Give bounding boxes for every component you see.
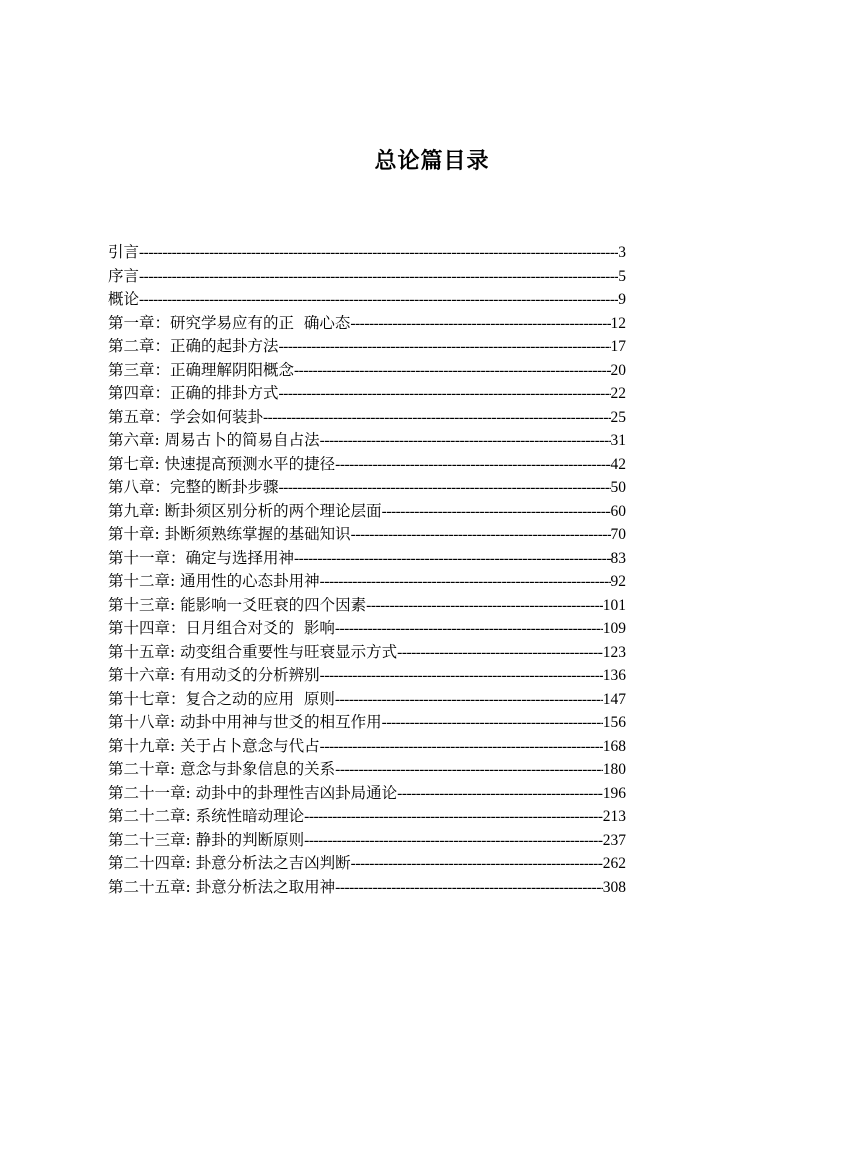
toc-entry-title: 第二十章: 意念与卦象信息的关系 (108, 760, 336, 778)
toc-entry-title: 第三章：正确理解阴阳概念 (108, 360, 295, 379)
toc-entry-page: 92 (610, 573, 626, 590)
toc-leader (351, 852, 603, 876)
toc-entry-title: 第十二章: 通用性的心态卦用神 (108, 572, 320, 590)
toc-entry-page: 101 (602, 596, 626, 614)
toc-entry[interactable] (108, 594, 626, 618)
toc-entry-title: 第二章：正确的起卦方法 (108, 337, 279, 355)
toc-entry-page: 9 (618, 291, 626, 308)
toc-entry-page: 70 (610, 526, 626, 543)
toc-entry-title: 引言 (108, 243, 140, 261)
toc-entry[interactable] (108, 265, 626, 289)
toc-entry-title: 第二十一章: 动卦中的卦理性吉凶卦局通论 (108, 783, 398, 802)
toc-leader (335, 876, 603, 900)
toc-entry-page: 308 (602, 878, 626, 896)
toc-entry-title: 第九章: 断卦须区别分析的两个理论层面 (108, 501, 382, 520)
toc-entry-page: 180 (602, 761, 626, 778)
toc-entry-page: 25 (610, 408, 626, 426)
toc-entry[interactable] (108, 359, 626, 383)
toc-entry-page: 196 (602, 784, 626, 802)
toc-entry[interactable] (108, 288, 626, 312)
toc-leader (320, 570, 611, 594)
toc-entry-page: 12 (610, 314, 626, 332)
toc-entry-title: 第十七章：复合之动的应用 原则 (108, 689, 335, 708)
toc-entry-page: 42 (610, 455, 626, 473)
toc-entry-title: 第四章：正确的排卦方式 (108, 384, 279, 402)
toc-entry-page: 237 (602, 831, 626, 849)
toc-leader (397, 641, 603, 665)
toc-leader (382, 500, 611, 524)
table-of-contents (108, 241, 626, 899)
toc-entry-page: 262 (602, 855, 626, 872)
toc-entry-page: 50 (610, 479, 626, 496)
toc-entry-page: 156 (602, 714, 626, 731)
toc-entry-title: 第六章: 周易古卜的简易自占法 (108, 431, 320, 449)
toc-entry-page: 83 (610, 549, 626, 567)
toc-leader (335, 688, 603, 712)
toc-entry-title: 第二十二章: 系统性暗动理论 (108, 807, 305, 825)
toc-leader (350, 312, 610, 336)
toc-entry-page: 20 (610, 361, 626, 379)
toc-entry-page: 109 (602, 620, 626, 637)
toc-leader (320, 664, 603, 688)
toc-leader (320, 429, 611, 453)
toc-entry[interactable] (108, 476, 626, 500)
toc-entry[interactable] (108, 335, 626, 359)
toc-entry-page: 168 (602, 737, 626, 755)
toc-entry-title: 第二十四章: 卦意分析法之吉凶判断 (108, 854, 351, 872)
toc-leader (335, 758, 603, 782)
toc-entry[interactable] (108, 735, 626, 759)
toc-entry[interactable] (108, 711, 626, 735)
toc-entry-page: 147 (602, 690, 626, 708)
toc-entry[interactable] (108, 523, 626, 547)
toc-entry[interactable] (108, 429, 626, 453)
toc-leader (263, 406, 610, 430)
toc-entry[interactable] (108, 852, 626, 876)
toc-entry[interactable] (108, 805, 626, 829)
toc-entry-page: 17 (610, 338, 626, 355)
toc-entry[interactable] (108, 312, 626, 336)
toc-entry[interactable] (108, 241, 626, 265)
toc-entry-page: 136 (602, 667, 626, 684)
toc-entry-page: 5 (618, 267, 626, 285)
toc-leader (294, 359, 610, 383)
toc-entry-title: 第十四章：日月组合对爻的 影响 (108, 619, 335, 637)
toc-leader (397, 782, 603, 806)
toc-entry-page: 22 (610, 385, 626, 402)
toc-entry[interactable] (108, 664, 626, 688)
toc-entry[interactable] (108, 782, 626, 806)
toc-entry-page: 123 (602, 643, 626, 661)
toc-entry-title: 第十章: 卦断须熟练掌握的基础知识 (108, 525, 351, 543)
toc-leader (320, 735, 603, 759)
toc-leader (279, 476, 611, 500)
toc-entry-page: 31 (610, 432, 626, 449)
toc-entry-title: 第十三章: 能影响一爻旺衰的四个因素 (108, 595, 367, 614)
toc-entry-page: 3 (618, 244, 626, 261)
toc-leader (139, 288, 618, 312)
toc-entry[interactable] (108, 876, 626, 900)
toc-entry-page: 60 (610, 502, 626, 520)
toc-leader (351, 523, 611, 547)
toc-leader (279, 335, 611, 359)
toc-entry[interactable] (108, 641, 626, 665)
toc-leader (294, 547, 610, 571)
toc-entry[interactable] (108, 382, 626, 406)
toc-entry[interactable] (108, 406, 626, 430)
toc-entry[interactable] (108, 688, 626, 712)
toc-entry-title: 第二十三章: 静卦的判断原则 (108, 830, 305, 849)
toc-leader (279, 382, 611, 406)
toc-entry[interactable] (108, 617, 626, 641)
toc-entry[interactable] (108, 570, 626, 594)
toc-leader (335, 453, 610, 477)
toc-entry[interactable] (108, 453, 626, 477)
toc-entry[interactable] (108, 500, 626, 524)
page-title: 总论篇目录 (374, 148, 490, 174)
toc-entry-title: 概论 (108, 290, 140, 308)
toc-entry[interactable] (108, 758, 626, 782)
toc-leader (304, 805, 603, 829)
toc-entry-title: 第五章：学会如何装卦 (108, 407, 264, 426)
toc-leader (139, 265, 618, 289)
toc-entry-title: 第二十五章: 卦意分析法之取用神 (108, 877, 336, 896)
toc-entry[interactable] (108, 547, 626, 571)
toc-entry-title: 第七章: 快速提高预测水平的捷径 (108, 454, 336, 473)
toc-entry-title: 第十八章: 动卦中用神与世爻的相互作用 (108, 713, 382, 731)
toc-leader (139, 241, 618, 265)
toc-leader (335, 617, 603, 641)
toc-entry-title: 第十九章: 关于占卜意念与代占 (108, 736, 320, 755)
toc-leader (382, 711, 603, 735)
toc-entry-title: 第一章：研究学易应有的正 确心态 (108, 313, 351, 332)
toc-entry-title: 第十六章: 有用动爻的分析辨别 (108, 666, 320, 684)
toc-leader (304, 829, 603, 853)
toc-entry-page: 213 (602, 808, 626, 825)
toc-entry-title: 第八章：完整的断卦步骤 (108, 478, 279, 496)
toc-entry[interactable] (108, 829, 626, 853)
toc-leader (366, 594, 603, 618)
toc-entry-title: 第十五章: 动变组合重要性与旺衰显示方式 (108, 642, 398, 661)
toc-entry-title: 第十一章：确定与选择用神 (108, 548, 295, 567)
toc-entry-title: 序言 (108, 266, 140, 285)
